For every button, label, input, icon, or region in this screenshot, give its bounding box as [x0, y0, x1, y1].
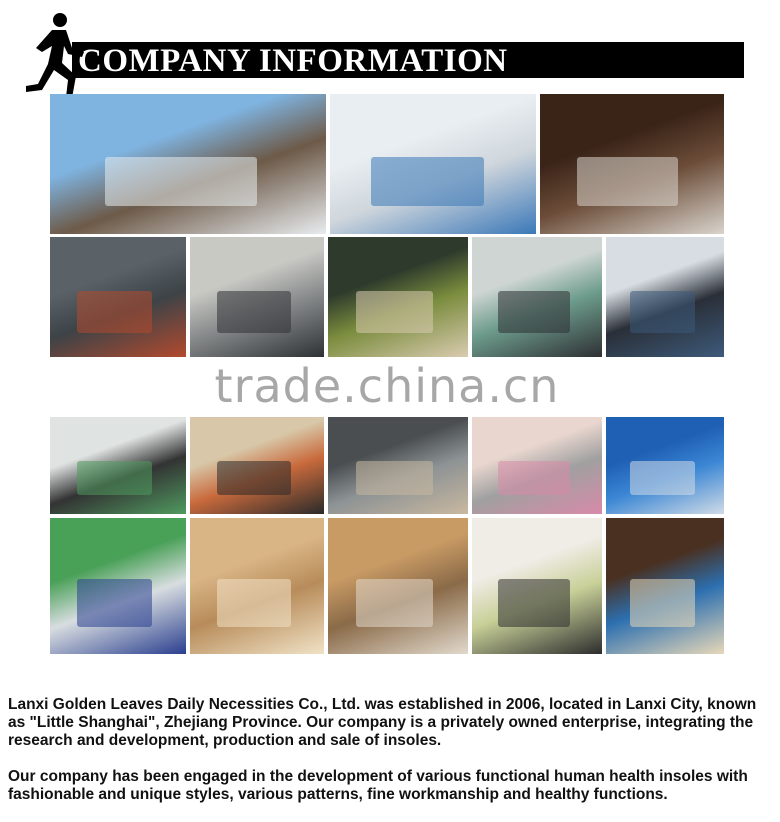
- photo-carton-warehouse: [328, 518, 468, 654]
- photo-trade-show-booth: [472, 518, 602, 654]
- photo-factory-floor: [606, 237, 724, 357]
- company-description: [8, 696, 774, 822]
- page-title: COMPANY INFORMATION: [78, 43, 508, 79]
- watermark-text: trade.china.cn: [214, 359, 560, 413]
- photo-material-rolls: [50, 237, 186, 357]
- photo-showroom-shelves: [540, 94, 724, 234]
- runner-silhouette-icon: [22, 8, 92, 108]
- photo-exhibition-visitors: [606, 518, 724, 654]
- photo-open-office: [330, 94, 536, 234]
- photo-assembly-workers: [50, 518, 186, 654]
- description-paragraph-2: Our company has been engaged in the development of various functional human health insoles with fashionable and unique styles, various patterns, fine workmanship and healthy functions.: [8, 768, 748, 803]
- photo-insole-conveyor: [328, 237, 468, 357]
- photo-office-building: [50, 94, 326, 234]
- watermark-band: [50, 357, 724, 415]
- photo-workbench-line: [328, 417, 468, 514]
- photo-warehouse-stacks: [190, 237, 324, 357]
- photo-cardboard-boxes: [190, 518, 324, 654]
- photo-insole-templates: [190, 417, 324, 514]
- photo-pink-insoles: [472, 417, 602, 514]
- photo-blue-crates: [606, 417, 724, 514]
- description-paragraph-1: Lanxi Golden Leaves Daily Necessities Co., Ltd. was established in 2006, located in Lanxi City, known as "Little Shanghai", Zhejiang Province. Our company is a privately owned enterprise, integrating the research and development, production and sale of insoles.: [8, 696, 757, 749]
- header-banner: [0, 8, 780, 108]
- photo-cutting-machine: [50, 417, 186, 514]
- photo-production-worker: [472, 237, 602, 357]
